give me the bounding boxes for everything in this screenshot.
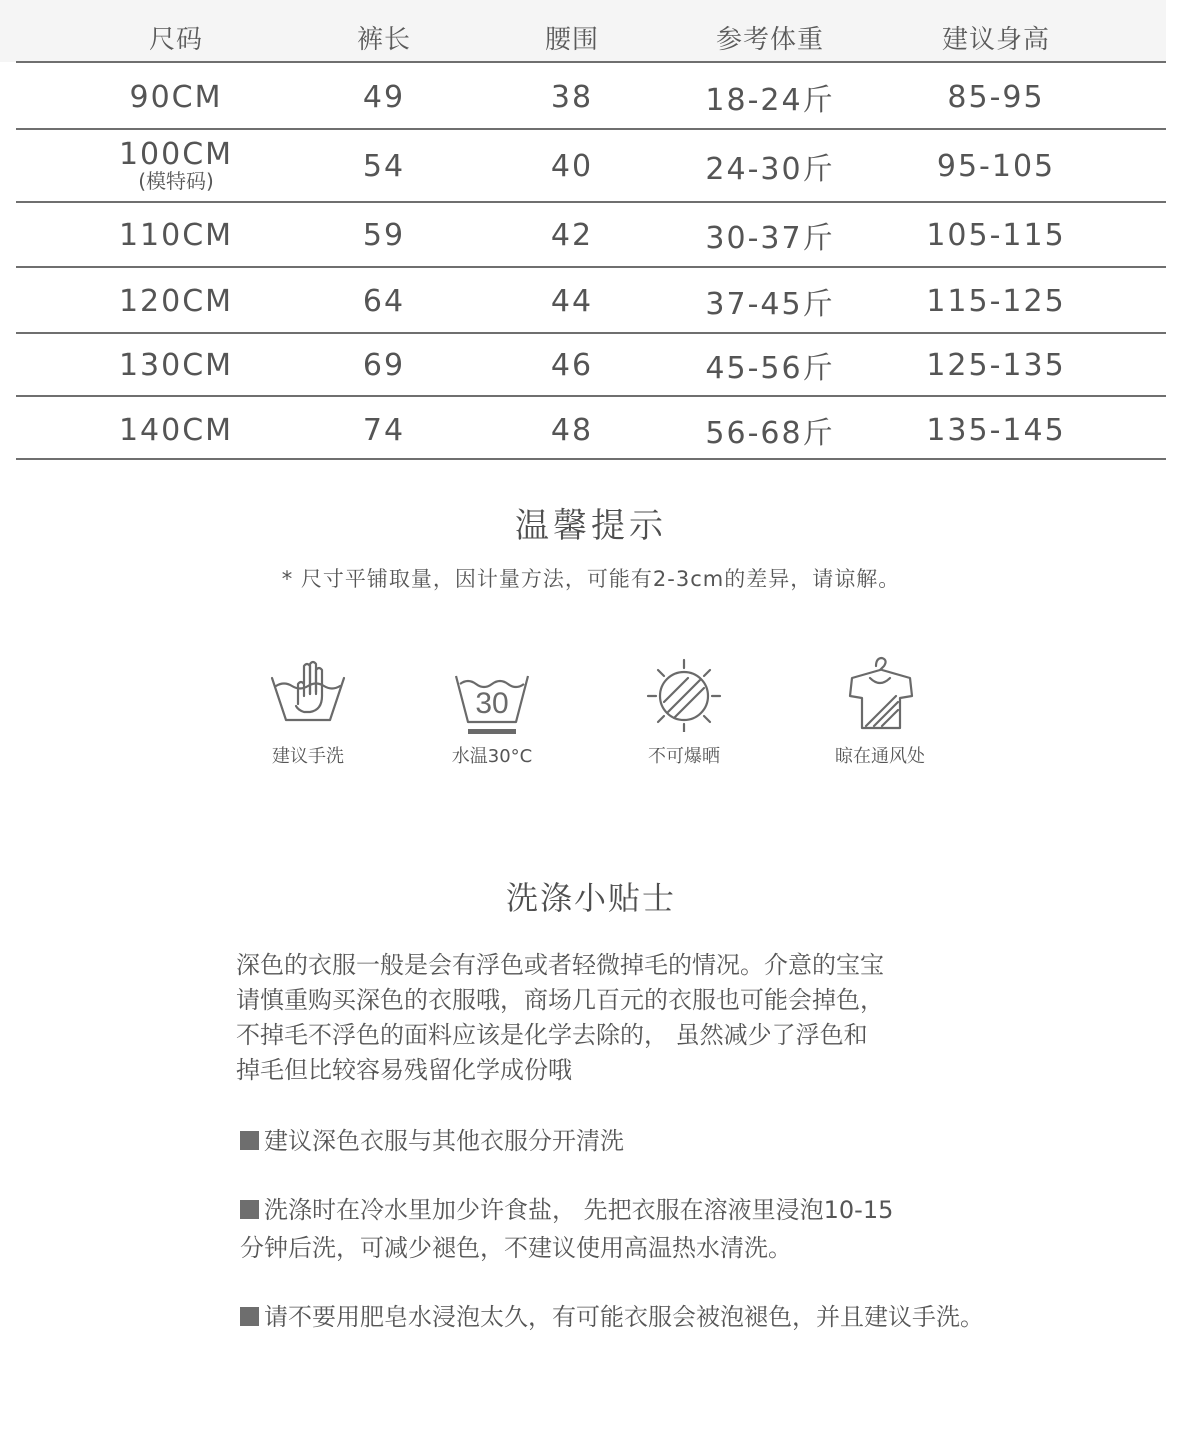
header-length: 裤长: [356, 24, 412, 55]
table-divider: [16, 61, 1166, 63]
cell-height: 125-135: [926, 347, 1066, 383]
no-sun-icon: [646, 656, 722, 732]
cell-size: 90CM: [129, 79, 223, 115]
bullet-square: [240, 1131, 259, 1150]
tips-intro-line: 掉毛但比较容易残留化学成份哦: [236, 1056, 572, 1084]
care-label: 水温30°C: [451, 746, 533, 767]
hang-dry-icon: [842, 656, 918, 732]
care-label: 晾在通风处: [835, 746, 925, 767]
cell-length: 74: [362, 412, 406, 448]
table-row: [16, 203, 1166, 267]
cell-length: 69: [362, 347, 406, 383]
tip-item: [240, 1298, 1140, 1336]
bullet-square: [240, 1307, 259, 1326]
table-divider: [16, 458, 1166, 460]
cell-size: 120CM: [118, 283, 234, 319]
cell-weight: 56-68斤: [705, 416, 835, 451]
care-item-no-sun: [604, 656, 764, 776]
cell-height: 135-145: [926, 412, 1066, 448]
tips-title: 洗涤小贴士: [505, 879, 676, 917]
cell-weight: 30-37斤: [705, 221, 835, 256]
table-divider: [16, 332, 1166, 334]
header-weight: 参考体重: [715, 24, 825, 55]
cell-weight: 45-56斤: [705, 351, 835, 386]
tip-text: 请不要用肥皂水浸泡太久，有可能衣服会被泡褪色，并且建议手洗。: [264, 1303, 984, 1331]
table-header-row: [16, 6, 1166, 68]
header-waist: 腰围: [544, 24, 600, 55]
cell-size: 100CM: [118, 137, 234, 172]
cell-waist: 42: [550, 217, 594, 253]
table-divider: [16, 266, 1166, 268]
notice-title: 温馨提示: [515, 506, 667, 546]
tip-text: 洗涤时在冷水里加少许食盐， 先把衣服在溶液里浸泡10-15: [264, 1196, 894, 1224]
table-divider: [16, 201, 1166, 203]
cell-height: 115-125: [926, 283, 1066, 319]
cell-length: 64: [362, 283, 406, 319]
tip-text: 建议深色衣服与其他衣服分开清洗: [264, 1127, 624, 1155]
cell-size: 110CM: [118, 217, 234, 253]
cell-height: 95-105: [936, 148, 1056, 184]
cell-waist: 44: [550, 283, 594, 319]
care-item-hand-wash: [228, 656, 388, 776]
cell-weight: 24-30斤: [705, 152, 835, 187]
tips-intro-line: 不掉毛不浮色的面料应该是化学去除的， 虽然减少了浮色和: [236, 1021, 868, 1049]
tip-item: [240, 1191, 1140, 1267]
cell-waist: 40: [550, 148, 594, 184]
tip-text: 分钟后洗，可减少褪色，不建议使用高温热水清洗。: [240, 1234, 792, 1262]
table-row: [16, 64, 1166, 130]
tips-intro-line: 深色的衣服一般是会有浮色或者轻微掉毛的情况。介意的宝宝: [236, 951, 884, 979]
cell-size: 130CM: [118, 347, 234, 383]
cell-waist: 48: [550, 412, 594, 448]
tips-intro-line: 请慎重购买深色的衣服哦，商场几百元的衣服也可能会掉色，: [236, 986, 884, 1014]
care-label: 不可爆晒: [648, 746, 720, 767]
table-divider: [16, 128, 1166, 130]
cell-height: 85-95: [947, 79, 1045, 115]
cell-weight: 18-24斤: [705, 83, 835, 118]
cell-waist: 46: [550, 347, 594, 383]
notice-text: * 尺寸平铺取量，因计量方法，可能有2-3cm的差异，请谅解。: [281, 567, 901, 591]
table-row: [16, 268, 1166, 334]
cell-length: 49: [362, 79, 406, 115]
hand-wash-icon: [270, 656, 346, 726]
care-item-hang-dry: [800, 656, 960, 776]
model-size-note: (模特码): [138, 169, 214, 193]
table-row: [16, 130, 1166, 202]
table-divider: [16, 395, 1166, 397]
header-height: 建议身高: [941, 24, 1051, 55]
wash-temperature-number: 30: [475, 687, 509, 720]
cell-height: 105-115: [926, 217, 1066, 253]
tip-item: [240, 1122, 1140, 1160]
cell-waist: 38: [550, 79, 594, 115]
cell-weight: 37-45斤: [705, 287, 835, 322]
tips-intro: [236, 948, 1116, 1088]
bullet-square: [240, 1200, 259, 1219]
care-item-water-temperature: [412, 656, 572, 776]
wash-30-icon: [454, 656, 530, 736]
cell-length: 59: [362, 217, 406, 253]
table-row: [16, 334, 1166, 396]
cell-size-with-note: [119, 130, 233, 202]
header-size: 尺码: [148, 24, 204, 55]
cell-length: 54: [362, 148, 406, 184]
table-row: [16, 398, 1166, 462]
cell-size: 140CM: [118, 412, 234, 448]
care-label: 建议手洗: [272, 746, 344, 767]
